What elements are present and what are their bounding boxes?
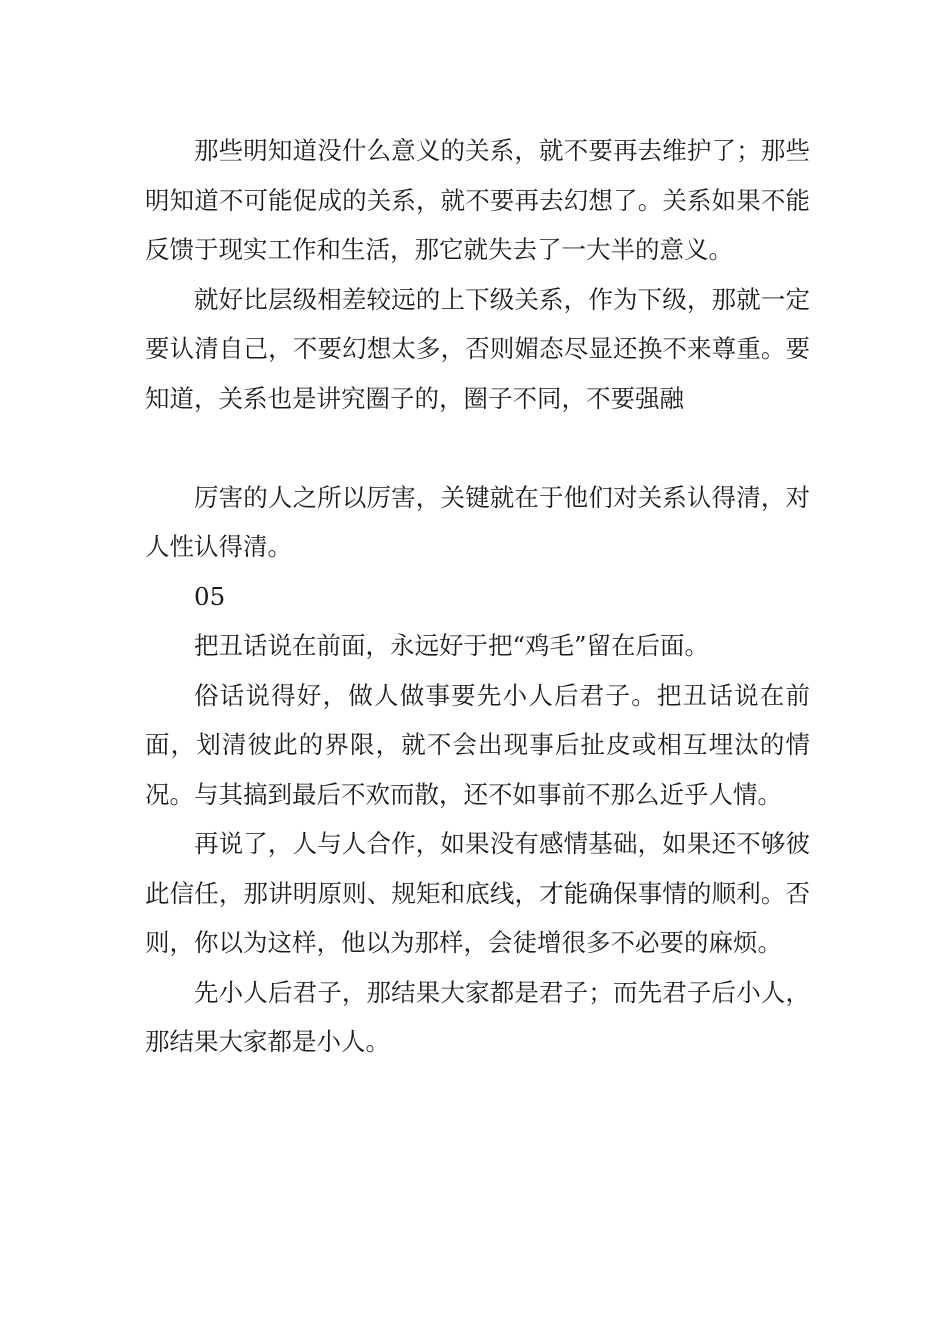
paragraph-5: 再说了，人与人合作，如果没有感情基础，如果还不够彼此信任，那讲明原则、规矩和底线，才能确保事情的顺利。否则，你以为这样，他以为那样，会徒增很多不必要的麻烦。 — [145, 829, 810, 957]
paragraph-4: 俗话说得好，做人做事要先小人后君子。把丑话说在前面，划清彼此的界限，就不会出现事后扯皮或相互埋汰的情况。与其搞到最后不欢而散，还不如事前不那么近乎人情。 — [145, 680, 810, 809]
paragraph-1: 那些明知道没什么意义的关系，就不要再去维护了；那些明知道不可能促成的关系，就不要再去幻想了。关系如果不能反馈于现实工作和生活，那它就失去了一大半的意义。 — [145, 136, 810, 264]
paragraph-3: 厉害的人之所以厉害，关键就在于他们对关系认得清，对人性认得清。 — [145, 482, 810, 561]
paragraph-gap — [145, 423, 810, 473]
document-page — [145, 126, 810, 1067]
section-heading: 把丑话说在前面，永远好于把“鸡毛”留在后面。 — [194, 631, 710, 660]
paragraph-2: 就好比层级相差较远的上下级关系，作为下级，那就一定要认清自己，不要幻想太多，否则媚态尽显还换不来尊重。要知道，关系也是讲究圈子的，圈子不同，不要强融 — [145, 284, 810, 413]
paragraph-6: 先小人后君子，那结果大家都是君子；而先君子后小人，那结果大家都是小人。 — [145, 977, 810, 1056]
section-number: 05 — [194, 581, 226, 611]
